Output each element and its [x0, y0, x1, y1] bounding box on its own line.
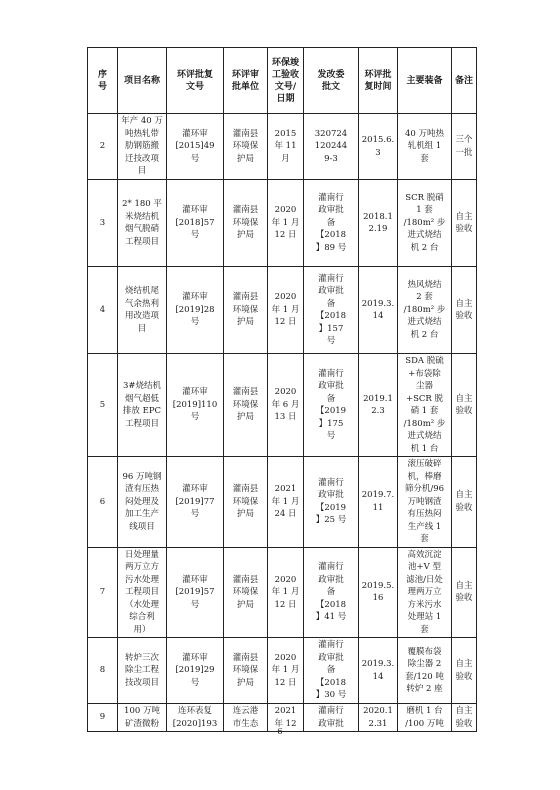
project-table-container [87, 47, 476, 732]
cell-project-name: 100 万吨 矿渣微粉 [118, 704, 167, 732]
cell-approval-time: 2019.3. 14 [359, 267, 398, 354]
cell-acceptance: 2020 年 1 月 12 日 [268, 267, 304, 354]
cell-project-name: 转炉三次 除尘工程 技改项目 [118, 638, 167, 704]
cell-approval-unit: 连云港 市生态 [224, 704, 268, 732]
cell-approval-time: 2019.7. 11 [359, 457, 398, 548]
cell-approval-unit: 灌南县 环境保 护局 [224, 457, 268, 548]
cell-remarks: 自主 验收 [452, 638, 477, 704]
cell-approval-time: 2019.5. 16 [359, 547, 398, 638]
cell-remarks: 自主 验收 [452, 547, 477, 638]
cell-acceptance: 2015 年 11 月 [268, 114, 304, 180]
cell-no: 3 [88, 180, 118, 267]
table-row [88, 114, 477, 180]
table-row [88, 354, 477, 457]
cell-approval-doc: 灌环审 [2015]49 号 [167, 114, 224, 180]
cell-project-name: 烧结机尾 气余热利 用改造项 目 [118, 267, 167, 354]
cell-ndrc: 灌南行 政审批 备 【2018 】30 号 [304, 638, 359, 704]
cell-approval-unit: 灌南县 环境保 护局 [224, 267, 268, 354]
cell-equipment: 覆膜布袋 除尘器 2 套/120 吨 转炉 2 座 [398, 638, 452, 704]
cell-approval-unit: 灌南县 环境保 护局 [224, 354, 268, 457]
cell-approval-time: 2019.1 2.3 [359, 354, 398, 457]
cell-ndrc: 灌南行 政审批 备 【2018 】89 号 [304, 180, 359, 267]
cell-ndrc: 灌南行 政审批 备 【2019 】175 号 [304, 354, 359, 457]
header-eia-approval-doc: 环评批复 文号 [167, 48, 224, 114]
cell-acceptance: 2020 年 1 月 12 日 [268, 547, 304, 638]
cell-approval-time: 2019.3. 14 [359, 638, 398, 704]
cell-ndrc: 320724 120244 9-3 [304, 114, 359, 180]
cell-equipment: 高效沉淀 池+V 型 滤池/日处 理两万立 方米污水 处理站 1 套 [398, 547, 452, 638]
cell-project-name: 96 万吨钢 渣有压热 闷处理及 加工生产 线项目 [118, 457, 167, 548]
cell-approval-doc: 灌环审 [2019]29 号 [167, 638, 224, 704]
cell-approval-doc: 灌环审 [2018]57 号 [167, 180, 224, 267]
header-ndrc-approval: 发改委 批文 [304, 48, 359, 114]
table-row [88, 457, 477, 548]
cell-approval-time: 2015.6. 3 [359, 114, 398, 180]
header-acceptance-doc-date: 环保竣 工验收 文号/ 日期 [268, 48, 304, 114]
cell-equipment: 热风烧结 2 套 /180m² 步 进式烧结 机 2 台 [398, 267, 452, 354]
cell-project-name: 年产 40 万 吨热轧带 肋钢筋搬 迁技改项 目 [118, 114, 167, 180]
cell-approval-doc: 连环表复 [2020]193 [167, 704, 224, 732]
cell-equipment: SDA 脱硫 +布袋除 尘器 +SCR 脱 硝 1 套 /180m² 步 进式烧结 机 1 台 [398, 354, 452, 457]
cell-approval-time: 2018.1 2.19 [359, 180, 398, 267]
cell-approval-doc: 灌环审 [2019]110 号 [167, 354, 224, 457]
cell-remarks: 自主 验收 [452, 457, 477, 548]
header-main-equipment: 主要装备 [398, 48, 452, 114]
header-eia-approval-time: 环评批 复时间 [359, 48, 398, 114]
cell-no: 9 [88, 704, 118, 732]
table-header-row [88, 48, 477, 114]
project-table [87, 47, 477, 732]
cell-approval-unit: 灌南县 环境保 护局 [224, 180, 268, 267]
cell-approval-unit: 灌南县 环境保 护局 [224, 114, 268, 180]
table-row [88, 267, 477, 354]
cell-no: 8 [88, 638, 118, 704]
cell-approval-time: 2020.1 2.31 [359, 704, 398, 732]
cell-no: 7 [88, 547, 118, 638]
cell-acceptance: 2021 年 1 月 24 日 [268, 457, 304, 548]
cell-project-name: 3#烧结机 烟气超低 排放 EPC 工程项目 [118, 354, 167, 457]
cell-equipment: SCR 脱硝 1 套 /180m² 步 进式烧结 机 2 台 [398, 180, 452, 267]
cell-acceptance: 2020 年 6 月 13 日 [268, 354, 304, 457]
header-eia-approval-unit: 环评审 批单位 [224, 48, 268, 114]
cell-ndrc: 灌南行 政审批 备 【2018 】41 号 [304, 547, 359, 638]
table-row [88, 547, 477, 638]
header-remarks: 备注 [452, 48, 477, 114]
cell-acceptance: 2020 年 1 月 12 日 [268, 638, 304, 704]
cell-approval-doc: 灌环审 [2019]77 号 [167, 457, 224, 548]
cell-equipment: 40 万吨热 轧机组 1 套 [398, 114, 452, 180]
cell-project-name: 2* 180 平 米烧结机 烟气脱硝 工程项目 [118, 180, 167, 267]
cell-acceptance: 2020 年 1 月 12 日 [268, 180, 304, 267]
cell-ndrc: 灌南行 政审批 【2019 】25 号 [304, 457, 359, 548]
cell-equipment: 磨机 1 台 /100 万吨 [398, 704, 452, 732]
cell-project-name: 日处理量 两万立方 污水处理 工程项目 （水处理 综合利 用） [118, 547, 167, 638]
table-row [88, 180, 477, 267]
cell-approval-unit: 灌南县 环境保 护局 [224, 638, 268, 704]
cell-acceptance: 2021 年 12 [268, 704, 304, 732]
header-project-name: 项目名称 [118, 48, 167, 114]
cell-remarks: 自主 验收 [452, 354, 477, 457]
cell-no: 2 [88, 114, 118, 180]
page-number: 6 [277, 727, 283, 737]
header-no: 序 号 [88, 48, 118, 114]
cell-approval-doc: 灌环审 [2019]57 号 [167, 547, 224, 638]
cell-ndrc: 灌南行 政审批 备 【2018 】157 号 [304, 267, 359, 354]
cell-equipment: 滚压破碎 机，棒磨 筛分机/96 万吨钢渣 有压热闷 生产线 1 套 [398, 457, 452, 548]
cell-remarks: 自主 验收 [452, 704, 477, 732]
table-row [88, 638, 477, 704]
cell-remarks: 三个 一批 [452, 114, 477, 180]
cell-no: 4 [88, 267, 118, 354]
cell-approval-unit: 灌南县 环境保 护局 [224, 547, 268, 638]
cell-approval-doc: 灌环审 [2019]28 号 [167, 267, 224, 354]
cell-remarks: 自主 验收 [452, 267, 477, 354]
cell-no: 6 [88, 457, 118, 548]
cell-ndrc: 灌南行 政审批 [304, 704, 359, 732]
cell-no: 5 [88, 354, 118, 457]
cell-remarks: 自主 验收 [452, 180, 477, 267]
